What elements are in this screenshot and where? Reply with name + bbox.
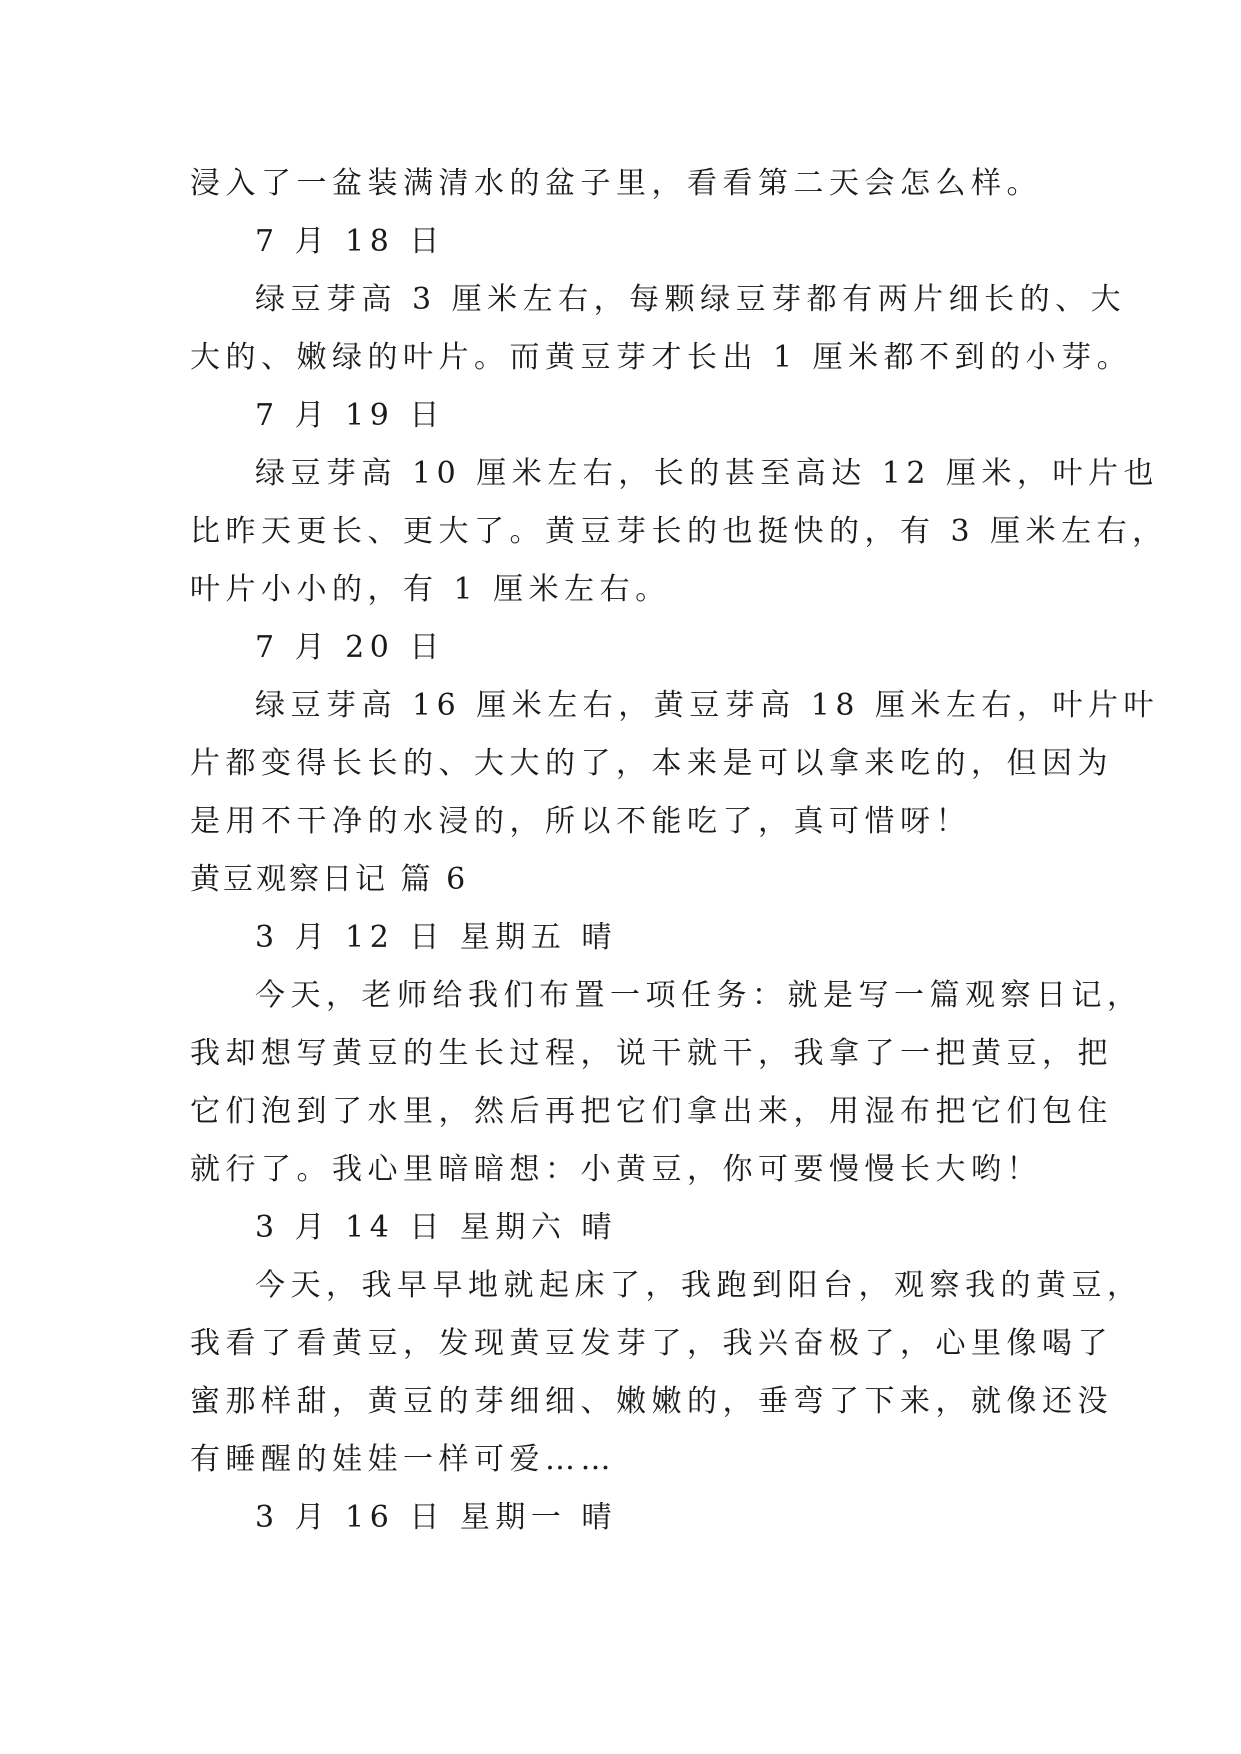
paragraph-line: 它们泡到了水里，然后再把它们拿出来，用湿布把它们包住 (190, 1094, 1113, 1129)
date-heading: 7 月 19 日 (255, 398, 445, 433)
paragraph-line: 大的、嫩绿的叶片。而黄豆芽才长出 1 厘米都不到的小芽。 (190, 340, 1133, 375)
paragraph-line: 我看了看黄豆，发现黄豆发芽了，我兴奋极了，心里像喝了 (190, 1326, 1113, 1361)
paragraph-line: 叶片小小的，有 1 厘米左右。 (190, 572, 671, 607)
date-heading: 3 月 14 日 星期六 晴 (255, 1210, 617, 1245)
date-heading: 7 月 18 日 (255, 224, 445, 259)
paragraph-line: 绿豆芽高 10 厘米左右，长的甚至高达 12 厘米，叶片也 (255, 456, 1159, 491)
date-heading: 7 月 20 日 (255, 630, 445, 665)
paragraph-line: 绿豆芽高 3 厘米左右，每颗绿豆芽都有两片细长的、大 (255, 282, 1127, 317)
date-heading: 3 月 16 日 星期一 晴 (255, 1500, 617, 1535)
paragraph-line: 我却想写黄豆的生长过程，说干就干，我拿了一把黄豆，把 (190, 1036, 1113, 1071)
paragraph-line: 蜜那样甜，黄豆的芽细细、嫩嫩的，垂弯了下来，就像还没 (190, 1384, 1113, 1419)
paragraph-line: 绿豆芽高 16 厘米左右，黄豆芽高 18 厘米左右，叶片叶 (255, 688, 1159, 723)
date-heading: 3 月 12 日 星期五 晴 (255, 920, 617, 955)
paragraph-line: 就行了。我心里暗暗想：小黄豆，你可要慢慢长大哟！ (190, 1152, 1042, 1187)
paragraph-line: 片都变得长长的、大大的了，本来是可以拿来吃的，但因为 (190, 746, 1113, 781)
paragraph-line: 比昨天更长、更大了。黄豆芽长的也挺快的，有 3 厘米左右， (190, 514, 1168, 549)
paragraph-line: 有睡醒的娃娃一样可爱…… (190, 1442, 616, 1477)
section-title: 黄豆观察日记 篇 6 (190, 862, 469, 897)
paragraph-line: 今天，我早早地就起床了，我跑到阳台，观察我的黄豆， (255, 1268, 1143, 1303)
paragraph-line: 今天，老师给我们布置一项任务：就是写一篇观察日记， (255, 978, 1143, 1013)
paragraph-line: 浸入了一盆装满清水的盆子里，看看第二天会怎么样。 (190, 166, 1042, 201)
paragraph-line: 是用不干净的水浸的，所以不能吃了，真可惜呀！ (190, 804, 971, 839)
